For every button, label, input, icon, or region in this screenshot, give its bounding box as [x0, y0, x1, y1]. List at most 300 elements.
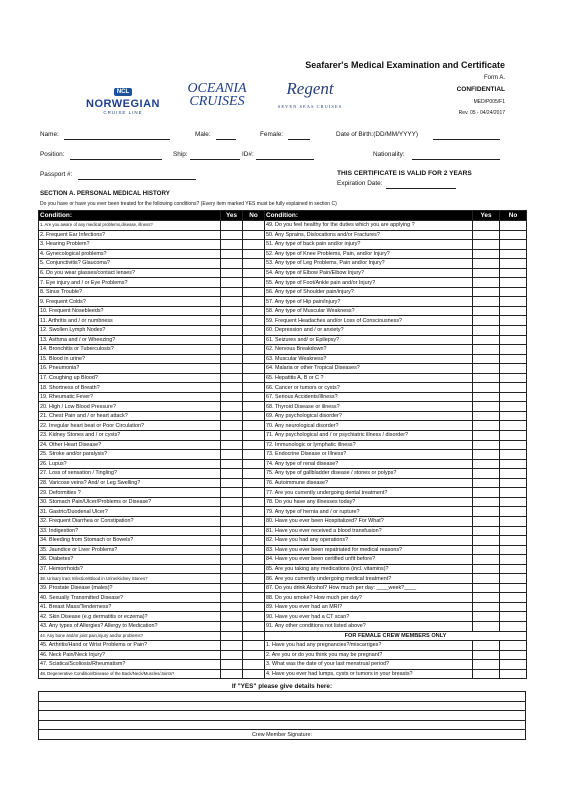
- yes-checkbox[interactable]: [473, 478, 500, 488]
- condition-row: [265, 507, 527, 517]
- yes-checkbox[interactable]: [221, 612, 243, 622]
- yes-checkbox[interactable]: [473, 287, 500, 297]
- condition-row: [39, 230, 265, 240]
- yes-checkbox[interactable]: [221, 230, 243, 240]
- yes-checkbox[interactable]: [221, 402, 243, 412]
- no-checkbox[interactable]: [243, 297, 265, 307]
- yes-checkbox[interactable]: [473, 297, 500, 307]
- condition-row: [39, 326, 265, 336]
- condition-row: [39, 536, 265, 546]
- no-checkbox[interactable]: [243, 440, 265, 450]
- condition-label: 38. Urinary tract Infection/Blood in Urine/Kidney Stones?: [39, 574, 221, 584]
- yes-checkbox[interactable]: [473, 230, 500, 240]
- no-checkbox[interactable]: [243, 326, 265, 336]
- condition-row: [265, 297, 527, 307]
- yes-checkbox[interactable]: [473, 650, 500, 660]
- condition-label: 32. Frequent Diarrhea or Constipation?: [39, 516, 221, 526]
- no-checkbox[interactable]: [243, 602, 265, 612]
- no-checkbox[interactable]: [500, 650, 527, 660]
- no-checkbox[interactable]: [500, 240, 527, 250]
- no-checkbox[interactable]: [500, 392, 527, 402]
- no-checkbox[interactable]: [243, 545, 265, 555]
- no-checkbox[interactable]: [500, 221, 527, 231]
- condition-row: [265, 516, 527, 526]
- condition-row: [39, 488, 265, 498]
- condition-label: 28. Varicose veins? And/ or Leg Swelling?: [39, 478, 221, 488]
- no-checkbox[interactable]: [500, 488, 527, 498]
- yes-checkbox[interactable]: [473, 431, 500, 441]
- condition-label: 71. Any psychological and / or psychiatric illness / disorder?: [265, 431, 473, 441]
- yes-checkbox[interactable]: [221, 306, 243, 316]
- yes-checkbox[interactable]: [221, 574, 243, 584]
- no-checkbox[interactable]: [243, 478, 265, 488]
- condition-label: 1. Are you aware of any medical problems,disease, illness?: [39, 221, 221, 231]
- nationality-label: Nationality:: [373, 151, 405, 158]
- details-line[interactable]: [39, 720, 526, 730]
- no-checkbox[interactable]: [500, 297, 527, 307]
- no-checkbox[interactable]: [500, 306, 527, 316]
- no-checkbox[interactable]: [500, 459, 527, 469]
- yes-checkbox[interactable]: [473, 335, 500, 345]
- yes-checkbox[interactable]: [473, 402, 500, 412]
- no-checkbox[interactable]: [500, 440, 527, 450]
- no-checkbox[interactable]: [243, 306, 265, 316]
- yes-checkbox[interactable]: [221, 526, 243, 536]
- yes-checkbox[interactable]: [473, 268, 500, 278]
- yes-checkbox[interactable]: [473, 316, 500, 326]
- condition-label: 88. Do you smoke? How much per day?: [265, 593, 473, 603]
- condition-label: 23. Kidney Stones and / or cysts?: [39, 431, 221, 441]
- details-table: [38, 691, 526, 740]
- no-checkbox[interactable]: [243, 526, 265, 536]
- condition-row: [39, 564, 265, 574]
- yes-checkbox[interactable]: [473, 612, 500, 622]
- yes-checkbox[interactable]: [473, 669, 500, 679]
- condition-label: 62. Nervous Breakdown?: [265, 345, 473, 355]
- condition-row: [39, 574, 265, 584]
- condition-label: 12. Swollen Lymph Nodes?: [39, 326, 221, 336]
- no-checkbox[interactable]: [243, 259, 265, 269]
- yes-checkbox[interactable]: [473, 459, 500, 469]
- no-checkbox[interactable]: [243, 516, 265, 526]
- condition-row: [39, 240, 265, 250]
- yes-checkbox[interactable]: [473, 593, 500, 603]
- ncl-subtitle: CRUISE LINE: [103, 110, 143, 115]
- no-checkbox[interactable]: [500, 660, 527, 670]
- no-checkbox[interactable]: [243, 641, 265, 651]
- condition-row: [39, 364, 265, 374]
- signature-label: Crew Member Signature:: [252, 731, 312, 738]
- no-checkbox[interactable]: [243, 268, 265, 278]
- yes-checkbox[interactable]: [473, 345, 500, 355]
- yes-checkbox[interactable]: [221, 364, 243, 374]
- conditions-table-right: [264, 210, 527, 679]
- yes-checkbox[interactable]: [473, 526, 500, 536]
- no-checkbox[interactable]: [243, 450, 265, 460]
- no-checkbox[interactable]: [500, 516, 527, 526]
- yes-checkbox[interactable]: [221, 459, 243, 469]
- nationality-field[interactable]: [412, 159, 500, 160]
- dob-field[interactable]: [433, 139, 500, 140]
- no-checkbox[interactable]: [500, 583, 527, 593]
- yes-checkbox[interactable]: [221, 335, 243, 345]
- no-checkbox[interactable]: [243, 316, 265, 326]
- condition-label: 16. Pneumonia?: [39, 364, 221, 374]
- no-checkbox[interactable]: [500, 612, 527, 622]
- position-field[interactable]: [70, 159, 162, 160]
- no-checkbox[interactable]: [500, 373, 527, 383]
- condition-row: [39, 459, 265, 469]
- condition-row: [39, 373, 265, 383]
- condition-row: [265, 488, 527, 498]
- no-checkbox[interactable]: [500, 402, 527, 412]
- condition-row: [39, 268, 265, 278]
- no-checkbox[interactable]: [500, 268, 527, 278]
- no-checkbox[interactable]: [500, 249, 527, 259]
- no-checkbox[interactable]: [243, 392, 265, 402]
- condition-row: [265, 555, 527, 565]
- yes-checkbox[interactable]: [473, 326, 500, 336]
- no-checkbox[interactable]: [243, 536, 265, 546]
- no-checkbox[interactable]: [500, 316, 527, 326]
- no-checkbox[interactable]: [243, 555, 265, 565]
- condition-row: [265, 583, 527, 593]
- condition-row: [265, 268, 527, 278]
- no-checkbox[interactable]: [500, 641, 527, 651]
- yes-checkbox[interactable]: [473, 259, 500, 269]
- no-checkbox[interactable]: [500, 469, 527, 479]
- details-line[interactable]: [39, 701, 526, 711]
- yes-checkbox[interactable]: [473, 507, 500, 517]
- condition-row: [265, 469, 527, 479]
- expiration-field[interactable]: [386, 188, 456, 189]
- yes-checkbox[interactable]: [221, 555, 243, 565]
- details-line[interactable]: [39, 692, 526, 702]
- yes-checkbox[interactable]: [221, 469, 243, 479]
- yes-checkbox[interactable]: [473, 278, 500, 288]
- no-checkbox[interactable]: [500, 669, 527, 679]
- position-label: Position:: [40, 151, 65, 158]
- ship-label: Ship:: [173, 151, 188, 158]
- yes-checkbox[interactable]: [473, 383, 500, 393]
- female-section-header: FOR FEMALE CREW MEMBERS ONLY: [265, 631, 527, 641]
- condition-row: [265, 259, 527, 269]
- male-field[interactable]: [216, 139, 236, 140]
- conditions-table-left: [38, 210, 265, 679]
- condition-label: 22. Irregular heart beat or Poor Circulation?: [39, 421, 221, 431]
- no-checkbox[interactable]: [500, 364, 527, 374]
- condition-label: 66. Cancer or tumors or cysts?: [265, 383, 473, 393]
- no-checkbox[interactable]: [243, 240, 265, 250]
- no-checkbox[interactable]: [500, 345, 527, 355]
- no-checkbox[interactable]: [500, 259, 527, 269]
- yes-checkbox[interactable]: [221, 431, 243, 441]
- condition-row: [265, 564, 527, 574]
- condition-label: 77. Are you currently undergoing dental treatment?: [265, 488, 473, 498]
- no-checkbox[interactable]: [500, 564, 527, 574]
- no-checkbox[interactable]: [500, 335, 527, 345]
- yes-checkbox[interactable]: [473, 440, 500, 450]
- yes-checkbox[interactable]: [221, 450, 243, 460]
- yes-checkbox[interactable]: [221, 354, 243, 364]
- yes-checkbox[interactable]: [221, 316, 243, 326]
- no-checkbox[interactable]: [243, 278, 265, 288]
- yes-checkbox[interactable]: [221, 488, 243, 498]
- yes-checkbox[interactable]: [221, 593, 243, 603]
- condition-label: 34. Bleeding from Stomach or Bowels?: [39, 536, 221, 546]
- yes-checkbox[interactable]: [221, 240, 243, 250]
- yes-checkbox[interactable]: [221, 278, 243, 288]
- name-field[interactable]: [64, 139, 170, 140]
- condition-label: 1. Have you had any pregnancies?/miscarriges?: [265, 641, 473, 651]
- yes-checkbox[interactable]: [473, 621, 500, 631]
- no-checkbox[interactable]: [500, 621, 527, 631]
- yes-checkbox[interactable]: [221, 641, 243, 651]
- yes-checkbox[interactable]: [473, 364, 500, 374]
- yes-checkbox[interactable]: [221, 421, 243, 431]
- no-checkbox[interactable]: [500, 545, 527, 555]
- no-checkbox[interactable]: [243, 335, 265, 345]
- yes-checkbox[interactable]: [221, 383, 243, 393]
- yes-checkbox[interactable]: [473, 249, 500, 259]
- no-checkbox[interactable]: [243, 431, 265, 441]
- condition-label: 35. Jaundice or Liver Problems?: [39, 545, 221, 555]
- female-label: Female:: [260, 131, 284, 138]
- no-checkbox[interactable]: [500, 383, 527, 393]
- no-checkbox[interactable]: [500, 507, 527, 517]
- condition-label: 27. Loss of sensation / Tingling?: [39, 469, 221, 479]
- condition-label: 37. Hemorrhoids?: [39, 564, 221, 574]
- no-checkbox[interactable]: [500, 536, 527, 546]
- yes-checkbox[interactable]: [473, 660, 500, 670]
- no-checkbox[interactable]: [500, 593, 527, 603]
- no-checkbox[interactable]: [500, 602, 527, 612]
- no-checkbox[interactable]: [243, 402, 265, 412]
- no-checkbox[interactable]: [243, 459, 265, 469]
- yes-checkbox[interactable]: [221, 268, 243, 278]
- condition-label: 73. Endocrine Disease or Illness?: [265, 450, 473, 460]
- passport-label: Passport #:: [40, 171, 73, 178]
- female-field[interactable]: [288, 139, 310, 140]
- no-checkbox[interactable]: [243, 411, 265, 421]
- yes-checkbox[interactable]: [221, 507, 243, 517]
- yes-checkbox[interactable]: [221, 373, 243, 383]
- yes-checkbox[interactable]: [473, 240, 500, 250]
- no-checkbox[interactable]: [500, 278, 527, 288]
- condition-row: [265, 536, 527, 546]
- condition-row: [39, 221, 265, 231]
- condition-label: 44. Any bone and/or joint pain,injury and/or problems?: [39, 631, 221, 641]
- condition-row: [265, 354, 527, 364]
- yes-checkbox[interactable]: [221, 545, 243, 555]
- condition-label: 72. Immunologic or lymphatic illness?: [265, 440, 473, 450]
- no-checkbox[interactable]: [243, 497, 265, 507]
- condition-row: [265, 545, 527, 555]
- no-checkbox[interactable]: [500, 421, 527, 431]
- yes-checkbox[interactable]: [473, 574, 500, 584]
- no-checkbox[interactable]: [500, 497, 527, 507]
- regent-logo: [270, 80, 350, 116]
- condition-label: 17. Coughing up Blood?: [39, 373, 221, 383]
- male-label: Male:: [195, 131, 211, 138]
- no-checkbox[interactable]: [243, 669, 265, 679]
- condition-label: 11. Arthritis and / or numbness: [39, 316, 221, 326]
- yes-checkbox[interactable]: [473, 421, 500, 431]
- yes-checkbox[interactable]: [221, 660, 243, 670]
- condition-label: 8. Sinus Trouble?: [39, 287, 221, 297]
- no-checkbox[interactable]: [500, 411, 527, 421]
- no-checkbox[interactable]: [243, 612, 265, 622]
- ncl-badge: NCL: [114, 88, 132, 96]
- condition-label: 51. Any type of back pain and/or injury?: [265, 240, 473, 250]
- yes-checkbox[interactable]: [221, 287, 243, 297]
- no-checkbox[interactable]: [500, 526, 527, 536]
- yes-checkbox[interactable]: [221, 536, 243, 546]
- condition-label: 36. Diabetes?: [39, 555, 221, 565]
- no-header: No: [500, 211, 527, 221]
- yes-checkbox[interactable]: [473, 450, 500, 460]
- yes-checkbox[interactable]: [473, 641, 500, 651]
- condition-row: [265, 641, 527, 651]
- yes-checkbox[interactable]: [473, 221, 500, 231]
- yes-checkbox[interactable]: [221, 602, 243, 612]
- condition-row: [39, 650, 265, 660]
- yes-checkbox[interactable]: [221, 621, 243, 631]
- no-checkbox[interactable]: [243, 383, 265, 393]
- no-checkbox[interactable]: [243, 354, 265, 364]
- yes-checkbox[interactable]: [473, 354, 500, 364]
- no-checkbox[interactable]: [243, 564, 265, 574]
- condition-row: [39, 497, 265, 507]
- no-checkbox[interactable]: [500, 478, 527, 488]
- yes-checkbox[interactable]: [221, 516, 243, 526]
- yes-checkbox[interactable]: [473, 488, 500, 498]
- yes-checkbox[interactable]: [473, 373, 500, 383]
- yes-checkbox[interactable]: [221, 259, 243, 269]
- condition-row: [265, 650, 527, 660]
- signature-cell[interactable]: [39, 730, 526, 740]
- condition-label: 74. Any type of renal disease?: [265, 459, 473, 469]
- yes-checkbox[interactable]: [221, 631, 243, 641]
- condition-row: [39, 335, 265, 345]
- yes-checkbox[interactable]: [221, 326, 243, 336]
- condition-label: 49. Do you feel healthy for the duties which you are applying ?: [265, 221, 473, 231]
- yes-checkbox[interactable]: [473, 469, 500, 479]
- condition-label: 33. Indigestion?: [39, 526, 221, 536]
- condition-row: [265, 431, 527, 441]
- no-checkbox[interactable]: [500, 326, 527, 336]
- no-checkbox[interactable]: [243, 287, 265, 297]
- yes-checkbox[interactable]: [221, 650, 243, 660]
- condition-label: 65. Hepatitis A, B or C ?: [265, 373, 473, 383]
- condition-label: 76. Autoimmune disease?: [265, 478, 473, 488]
- no-checkbox[interactable]: [243, 631, 265, 641]
- yes-checkbox[interactable]: [473, 602, 500, 612]
- condition-label: 60. Depression and / or anxiety?: [265, 326, 473, 336]
- yes-checkbox[interactable]: [473, 583, 500, 593]
- no-checkbox[interactable]: [500, 287, 527, 297]
- yes-checkbox[interactable]: [221, 478, 243, 488]
- yes-checkbox[interactable]: [473, 545, 500, 555]
- yes-checkbox[interactable]: [473, 411, 500, 421]
- yes-checkbox[interactable]: [221, 221, 243, 231]
- no-checkbox[interactable]: [243, 660, 265, 670]
- no-checkbox[interactable]: [243, 488, 265, 498]
- validity-notice: THIS CERTIFICATE IS VALID FOR 2 YEARS: [337, 170, 472, 177]
- condition-label: 39. Prostate Disease (males)?: [39, 583, 221, 593]
- condition-label: 29. Deformities ?: [39, 488, 221, 498]
- no-checkbox[interactable]: [243, 373, 265, 383]
- passport-field[interactable]: [78, 179, 196, 180]
- yes-checkbox[interactable]: [221, 345, 243, 355]
- no-checkbox[interactable]: [500, 555, 527, 565]
- regent-name: Regent: [286, 79, 334, 98]
- no-checkbox[interactable]: [500, 450, 527, 460]
- no-checkbox[interactable]: [243, 574, 265, 584]
- condition-row: [265, 593, 527, 603]
- no-checkbox[interactable]: [243, 593, 265, 603]
- condition-label: 41. Breast Mass/Tenderness?: [39, 602, 221, 612]
- condition-label: 48. Degenerative Condition/Disease of the Back/Neck/Muscles/Joints?: [39, 669, 221, 679]
- ship-field[interactable]: [190, 159, 240, 160]
- no-checkbox[interactable]: [243, 364, 265, 374]
- no-checkbox[interactable]: [243, 650, 265, 660]
- yes-checkbox[interactable]: [473, 392, 500, 402]
- yes-checkbox[interactable]: [473, 564, 500, 574]
- no-checkbox[interactable]: [243, 249, 265, 259]
- condition-row: [265, 249, 527, 259]
- no-checkbox[interactable]: [500, 431, 527, 441]
- yes-checkbox[interactable]: [221, 497, 243, 507]
- condition-label: 80. Have you ever been Hospitalized? For What?: [265, 516, 473, 526]
- condition-label: 30. Stomach Pain/Ulcer/Problems or Disease?: [39, 497, 221, 507]
- no-checkbox[interactable]: [500, 230, 527, 240]
- yes-checkbox[interactable]: [473, 306, 500, 316]
- yes-checkbox[interactable]: [473, 536, 500, 546]
- no-checkbox[interactable]: [243, 230, 265, 240]
- id-field[interactable]: [256, 159, 314, 160]
- no-checkbox[interactable]: [243, 345, 265, 355]
- condition-row: [39, 641, 265, 651]
- no-checkbox[interactable]: [500, 354, 527, 364]
- yes-checkbox[interactable]: [473, 497, 500, 507]
- condition-row: [265, 669, 527, 679]
- no-checkbox[interactable]: [243, 421, 265, 431]
- no-checkbox[interactable]: [243, 583, 265, 593]
- no-checkbox[interactable]: [243, 221, 265, 231]
- yes-checkbox[interactable]: [221, 249, 243, 259]
- condition-row: [265, 459, 527, 469]
- no-checkbox[interactable]: [243, 469, 265, 479]
- yes-checkbox[interactable]: [473, 516, 500, 526]
- yes-checkbox[interactable]: [221, 669, 243, 679]
- no-checkbox[interactable]: [243, 507, 265, 517]
- condition-label: 52. Any type of Knee Problems, Pain, and/or Injury?: [265, 249, 473, 259]
- yes-checkbox[interactable]: [473, 555, 500, 565]
- details-line[interactable]: [39, 711, 526, 721]
- regent-subtitle: SEVEN SEAS CRUISES: [277, 104, 343, 109]
- yes-checkbox[interactable]: [221, 564, 243, 574]
- condition-label: 4. Gynecological problems?: [39, 249, 221, 259]
- yes-checkbox[interactable]: [221, 583, 243, 593]
- yes-checkbox[interactable]: [221, 297, 243, 307]
- no-checkbox[interactable]: [243, 621, 265, 631]
- yes-checkbox[interactable]: [221, 392, 243, 402]
- no-checkbox[interactable]: [500, 574, 527, 584]
- condition-row: [39, 287, 265, 297]
- yes-checkbox[interactable]: [221, 411, 243, 421]
- yes-checkbox[interactable]: [221, 440, 243, 450]
